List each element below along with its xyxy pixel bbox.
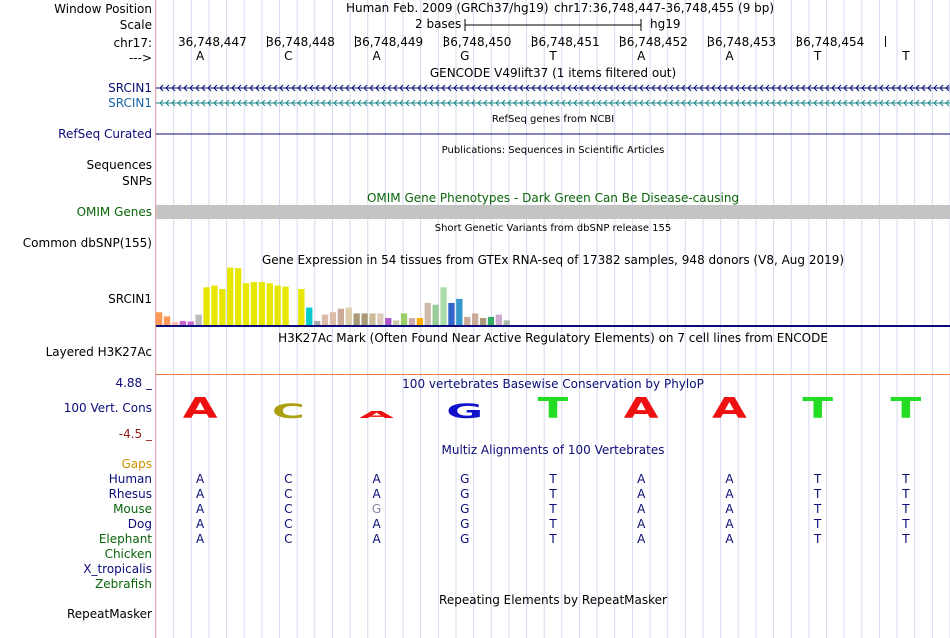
gtex-bar <box>448 303 454 325</box>
gtex-bar <box>188 322 194 325</box>
gtex-bar <box>377 313 383 325</box>
alignment-base: A <box>196 532 205 546</box>
alignment-base: G <box>460 472 470 486</box>
alignment-base: A <box>637 532 646 546</box>
conservation-letter: A <box>359 408 394 421</box>
conservation-letter: T <box>802 391 834 425</box>
cons-top-label: 4.88 _ <box>115 376 152 390</box>
srcin1-label-2[interactable]: SRCIN1 <box>108 96 152 110</box>
base-letter: C <box>284 49 293 63</box>
alignment-base: A <box>725 517 734 531</box>
gtex-bar <box>401 313 407 325</box>
gencode-title: GENCODE V49lift37 (1 items filtered out) <box>429 66 677 80</box>
alignment-base: T <box>549 532 557 546</box>
alignment-base: T <box>902 502 910 516</box>
alignment-base: T <box>549 517 557 531</box>
base-letter: T <box>549 49 557 63</box>
strand-label[interactable]: ---> <box>128 51 152 65</box>
gtex-bar <box>298 289 304 325</box>
gtex-bar <box>425 303 431 325</box>
coord-tick <box>885 36 886 47</box>
base-letter: G <box>460 49 470 63</box>
gtex-bar <box>306 308 312 325</box>
gtex-bar <box>338 309 344 325</box>
cons-bottom-label: -4.5 _ <box>118 427 152 441</box>
gtex-bar <box>172 322 178 325</box>
alignment-base: A <box>725 487 734 501</box>
h3k27ac-label[interactable]: Layered H3K27Ac <box>45 345 152 359</box>
gtex-gene-label[interactable]: SRCIN1 <box>108 292 152 306</box>
alignment-base: C <box>284 502 293 516</box>
alignment-base: G <box>460 517 470 531</box>
base-letter: A <box>637 49 646 63</box>
cons-label[interactable]: 100 Vert. Cons <box>63 401 152 415</box>
gtex-bar <box>156 312 162 325</box>
species-dog[interactable]: Dog <box>127 517 152 531</box>
refseq-label[interactable]: RefSeq Curated <box>58 127 152 141</box>
alignment-base: A <box>637 472 646 486</box>
h3k27ac-title: H3K27Ac Mark (Often Found Near Active Regulatory Elements) on 7 cell lines from ENCODE <box>278 331 828 345</box>
refseq-gene-line[interactable] <box>156 127 950 141</box>
alignment-base: G <box>460 502 470 516</box>
refseq-title: RefSeq genes from NCBI <box>491 114 615 125</box>
species-human[interactable]: Human <box>108 472 152 486</box>
gtex-bar <box>322 315 328 325</box>
alignment-base: T <box>813 532 822 546</box>
gtex-bar <box>211 286 217 325</box>
repeatmasker-label[interactable]: RepeatMasker <box>66 607 152 621</box>
gtex-bar <box>354 313 360 325</box>
conservation-letter: T <box>537 391 569 425</box>
alignment-base: T <box>902 517 910 531</box>
gtex-bar <box>361 313 367 325</box>
scale-bar <box>463 17 643 33</box>
conservation-letter: T <box>890 391 922 425</box>
gtex-bar <box>330 312 336 325</box>
gtex-bar <box>243 283 249 325</box>
coord-label: 36,748,451 <box>530 35 600 49</box>
srcin1-label-1[interactable]: SRCIN1 <box>108 81 152 95</box>
alignment-base: T <box>549 487 557 501</box>
dbsnp-title: Short Genetic Variants from dbSNP release 155 <box>434 223 672 234</box>
scale-db: hg19 <box>650 17 681 31</box>
coord-label: 36,748,450 <box>442 35 512 49</box>
species-zebrafish[interactable]: Zebrafish <box>95 577 152 591</box>
conservation-letter: C <box>271 400 305 424</box>
base-letter: A <box>725 49 734 63</box>
base-letter: A <box>196 49 205 63</box>
gtex-bar <box>203 287 209 325</box>
repeatmasker-title: Repeating Elements by RepeatMasker <box>439 593 667 607</box>
alignment-base: A <box>637 502 646 516</box>
window-position-label[interactable]: Window Position <box>54 2 152 16</box>
coord-label: 36,748,454 <box>795 35 865 49</box>
alignment-base: C <box>284 487 293 501</box>
base-letter: A <box>372 49 381 63</box>
alignment-base: A <box>637 517 646 531</box>
gtex-chart[interactable] <box>156 267 950 329</box>
alignment-base: A <box>725 532 734 546</box>
srcin1-transcripts[interactable] <box>156 81 950 111</box>
gtex-bar <box>259 282 265 325</box>
alignment-base: T <box>549 502 557 516</box>
alignment-base: T <box>813 517 822 531</box>
alignment-base: C <box>284 517 293 531</box>
phylop-title: 100 vertebrates Basewise Conservation by PhyloP <box>402 377 704 391</box>
coord-label: 36,748,452 <box>619 35 688 49</box>
conservation-letter: A <box>623 391 659 425</box>
gtex-bar <box>496 315 502 325</box>
gtex-bar <box>235 268 241 325</box>
alignment-base: G <box>460 532 470 546</box>
omim-title: OMIM Gene Phenotypes - Dark Green Can Be Disease-causing <box>366 191 740 205</box>
gtex-bar <box>282 287 288 325</box>
gaps-label[interactable]: Gaps <box>121 457 152 471</box>
species-x-tropicalis[interactable]: X_tropicalis <box>83 562 152 576</box>
scale-label[interactable]: Scale <box>119 18 152 32</box>
position-title: chr17:36,748,447-36,748,455 (9 bp) <box>554 1 775 15</box>
alignment-base: T <box>813 472 822 486</box>
alignment-base: T <box>813 487 822 501</box>
conservation-letter: G <box>446 400 484 424</box>
alignment-base: A <box>725 502 734 516</box>
gtex-bar <box>464 317 470 325</box>
multiz-title: Multiz Alignments of 100 Vertebrates <box>441 443 665 457</box>
assembly-title: Human Feb. 2009 (GRCh37/hg19) <box>346 1 549 15</box>
conservation-letter: A <box>712 391 747 425</box>
gtex-bar <box>227 268 233 325</box>
gtex-title: Gene Expression in 54 tissues from GTEx RNA-seq of 17382 samples, 948 donors (V8, Aug 2019) <box>261 253 845 267</box>
alignment-base: T <box>902 472 910 486</box>
gtex-bar <box>472 313 478 325</box>
gtex-bar <box>488 317 494 325</box>
coord-label: 36,748,448 <box>266 35 335 49</box>
conservation-letter: A <box>182 391 218 425</box>
alignment-base: A <box>196 472 205 486</box>
scale-text: 2 bases <box>415 17 462 31</box>
coord-label: 36,748,447 <box>178 35 247 49</box>
alignment-base: A <box>725 472 734 486</box>
base-letter: T <box>813 49 822 63</box>
species-rhesus[interactable]: Rhesus <box>108 487 152 501</box>
conservation-logo[interactable] <box>156 390 950 426</box>
publications-title: Publications: Sequences in Scientific Articles <box>441 145 665 156</box>
alignment-base: A <box>196 517 205 531</box>
sequences-label[interactable]: Sequences <box>86 158 152 172</box>
species-chicken[interactable]: Chicken <box>104 547 152 561</box>
gtex-bar <box>346 308 352 325</box>
omim-label[interactable]: OMIM Genes <box>76 205 152 219</box>
gtex-bar <box>267 283 273 325</box>
gtex-bar <box>385 318 391 325</box>
dbsnp-label[interactable]: Common dbSNP(155) <box>22 236 152 250</box>
alignment-base: A <box>372 487 381 501</box>
alignment-base: A <box>372 472 381 486</box>
coord-label: 36,748,449 <box>354 35 424 49</box>
base-letter: T <box>902 49 910 63</box>
alignment-base: A <box>637 487 646 501</box>
gtex-bar <box>409 318 415 325</box>
alignment-base: T <box>902 487 910 501</box>
gtex-bar <box>251 282 257 325</box>
alignment-base: T <box>813 502 822 516</box>
gtex-bar <box>196 315 202 325</box>
gtex-bar <box>417 318 423 325</box>
gtex-bar <box>440 287 446 325</box>
track-labels <box>0 0 155 638</box>
gtex-bar <box>180 321 186 325</box>
gtex-bar <box>480 318 486 325</box>
alignment-base: T <box>902 532 910 546</box>
alignment-base: A <box>196 487 205 501</box>
species-mouse[interactable]: Mouse <box>113 502 152 516</box>
omim-bar[interactable] <box>156 205 950 219</box>
alignment-base: C <box>284 532 293 546</box>
gtex-bar <box>219 289 225 325</box>
alignment-base: G <box>460 487 470 501</box>
gtex-bar <box>164 316 170 325</box>
alignment-base: G <box>371 502 382 516</box>
snps-label[interactable]: SNPs <box>122 174 152 188</box>
coord-label: 36,748,453 <box>707 35 777 49</box>
chrom-label[interactable]: chr17: <box>113 36 152 50</box>
h3k27ac-baseline <box>156 374 950 375</box>
alignment-base: A <box>196 502 205 516</box>
gtex-bar <box>456 299 462 325</box>
species-elephant[interactable]: Elephant <box>98 532 152 546</box>
gtex-bar <box>369 313 375 325</box>
gtex-bar <box>504 320 510 325</box>
alignment-base: C <box>284 472 293 486</box>
alignment-base: A <box>372 532 381 546</box>
gtex-bar <box>393 320 399 325</box>
gtex-bar <box>275 286 281 325</box>
alignment-base: T <box>549 472 557 486</box>
alignment-base: A <box>372 517 381 531</box>
browser-image[interactable] <box>156 0 950 638</box>
gtex-bar <box>314 321 320 325</box>
gtex-bar <box>433 305 439 325</box>
